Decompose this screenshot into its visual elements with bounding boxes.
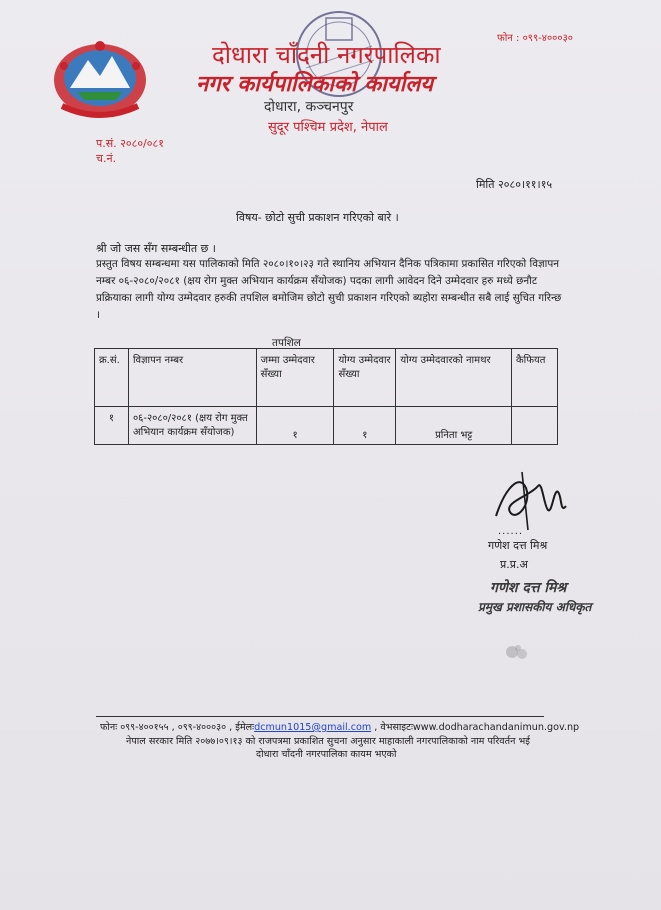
cell-candidate-name: प्रनिता भट्ट <box>396 407 512 445</box>
salutation: श्री जो जस सँग सम्बन्धीत छ । <box>96 242 216 255</box>
footer-note-line2: दोधारा चाँदनी नगरपालिका कायम भएको <box>256 749 397 760</box>
footer-contact <box>100 720 579 733</box>
header-total-candidates: जम्मा उम्मेदवार सँख्या <box>256 349 334 407</box>
municipality-name: दोधारा चाँदनी नगरपालिका <box>212 41 441 69</box>
office-name: नगर कार्यपालिकाको कार्यालय <box>196 72 433 97</box>
office-address: दोधारा, कञ्चनपुर <box>264 99 354 115</box>
footer-phone: फोनः ०९९-४००१५५ , ०९९-४०००३० , <box>100 722 233 733</box>
header-phone: फोन : ०९९-४०००३० <box>497 33 573 44</box>
cell-serial: १ <box>95 407 129 445</box>
cell-remarks <box>512 407 558 445</box>
table-row <box>95 407 558 445</box>
header-remarks: कैफियत <box>512 349 558 407</box>
footer-note-line1: नेपाल सरकार मिति २०७७।०९।१३ को राजपत्रमा प्रकाशित सुचना अनुसार माहाकाली नगरपालिकाको नाम परिवर्तन भई <box>126 736 530 747</box>
header-candidate-name: योग्य उम्मेदवारको नामथर <box>396 349 512 407</box>
cell-total-candidates: १ <box>256 407 334 445</box>
signature-icon <box>486 466 576 534</box>
nepal-emblem-icon <box>48 36 152 120</box>
table-header-row <box>95 349 558 407</box>
office-province: सुदूर पश्चिम प्रदेश, नेपाल <box>268 120 388 135</box>
table-title: तपशिल <box>272 337 301 349</box>
letter-subject: विषय- छोटो सुची प्रकाशन गरिएको बारे । <box>236 211 399 224</box>
letter-body: प्रस्तुत विषय सम्बन्धमा यस पालिकाको मिति २०८०।१०।२३ गते स्थानिय अभियान दैनिक पत्रिकामा प्रकासित गरिएको विज्ञापन नम्बर ०६-२०८०/२०८१ (क्षय रोग मुक्त अभियान कार्यक्रम सँयोजक) पदका लागी आवेदन दिने उम्मेदवार हरु मध्ये छनौट प्रक्रियाका लागी योग्य उम्मेदवार हरुकी तपशिल बमोजिम छोटो सुची प्रकाशन गरिएको ब्यहोरा सम्बन्धीत सबै लाई सुचित गरिन्छ । <box>96 258 562 321</box>
header-eligible-candidates: योग्य उम्मेदवार सँख्या <box>334 349 396 407</box>
signature-line: ...... <box>498 526 524 537</box>
header-advert-number: विज्ञापन नम्बर <box>128 349 256 407</box>
signatory-title: प्र.प्र.अ <box>500 558 528 571</box>
ink-smudge-icon <box>498 638 538 668</box>
footer-email-link[interactable]: dcmun1015@gmail.com <box>254 722 372 733</box>
signatory-name: गणेश दत्त मिश्र <box>488 539 548 552</box>
stamp-title: प्रमुख प्रशासकीय अधिकृत <box>478 600 592 614</box>
shortlist-table <box>94 348 558 445</box>
cell-eligible-candidates: १ <box>334 407 396 445</box>
letter-date: मिति २०८०।११।१५ <box>476 178 553 191</box>
stamp-name: गणेश दत्त मिश्र <box>490 580 567 596</box>
reference-number: प.सं. २०८०/०८१ <box>96 137 164 150</box>
dispatch-number: च.नं. <box>96 152 117 165</box>
footer-email-label: ईमेलः <box>235 722 255 733</box>
footer-website: , वेभसाइटःwww.dodharachandanimun.gov.np <box>374 722 580 733</box>
footer-divider <box>96 716 544 717</box>
cell-advert-number: ०६-२०८०/२०८१ (क्षय रोग मुक्त अभियान कार्यक्रम सँयोजक) <box>128 407 256 445</box>
header-serial: क्र.सं. <box>95 349 129 407</box>
